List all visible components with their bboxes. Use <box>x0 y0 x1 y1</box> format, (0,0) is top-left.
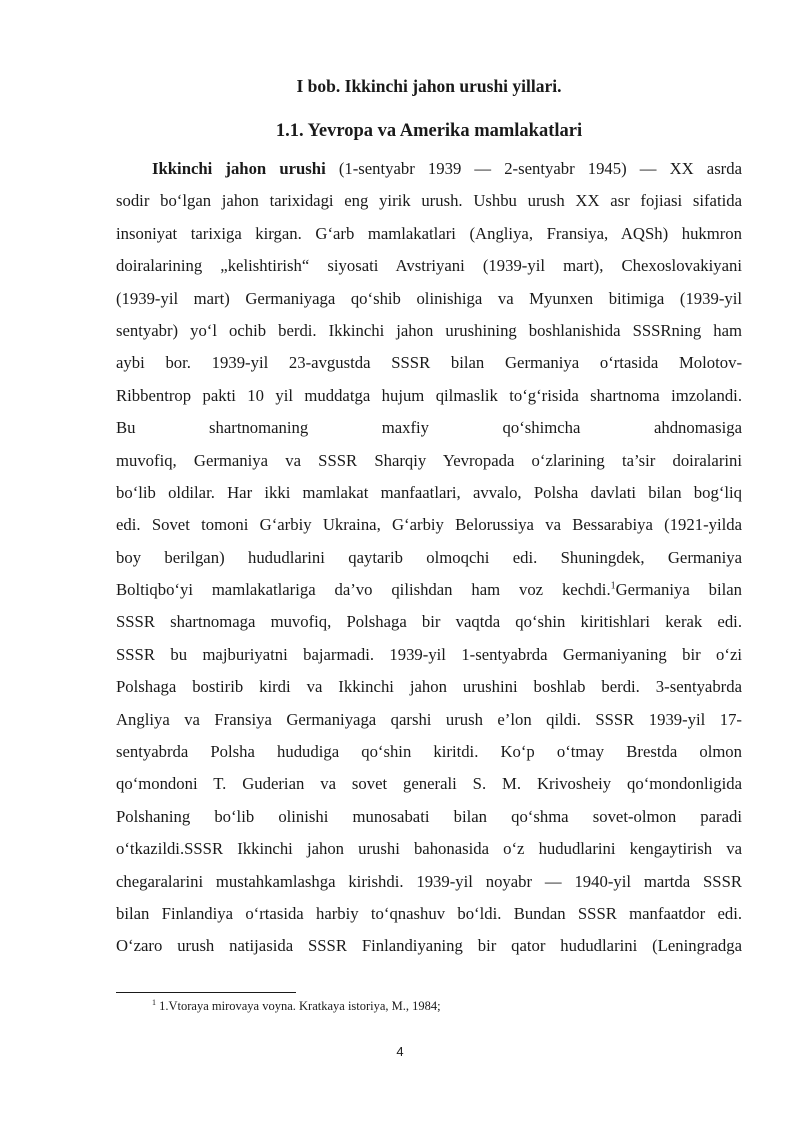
paragraph-line: Ribbentrop pakti 10 yil muddatga hujum qilmaslik to‘g‘risida shartnoma imzolandi. <box>116 385 742 405</box>
paragraph-line: o‘tkazildi.SSSR Ikkinchi jahon urushi bahonasida o‘z hududlarini kengaytirish va <box>116 839 742 859</box>
paragraph-line: chegaralarini mustahkamlashga kirishdi. 1939-yil noyabr — 1940-yil martda SSSR <box>116 871 742 891</box>
paragraph-line: Bu shartnomaning maxfiy qo‘shimcha ahdnomasiga <box>116 418 742 438</box>
page-number: 4 <box>396 1044 404 1059</box>
body-paragraph <box>116 153 742 963</box>
paragraph-line: doiralarining „kelishtirish“ siyosati Avstriyani (1939-yil mart), Chexoslovakiyani <box>116 256 742 276</box>
paragraph-line: Polshaga bostirib kirdi va Ikkinchi jahon urushini boshlab berdi. 3-sentyabrda <box>116 677 742 697</box>
footnote-text: 1.Vtoraya mirovaya voyna. Kratkaya istoriya, M., 1984; <box>156 999 441 1013</box>
paragraph-line: Polshaning bo‘lib olinishi munosabati bilan qo‘shma sovet-olmon paradi <box>116 806 742 826</box>
paragraph-text: Boltiqbo‘yi mamlakatlariga da’vo qilishdan ham voz kechdi. <box>116 580 611 600</box>
paragraph-line: muvofiq, Germaniya va SSSR Sharqiy Yevropada o‘zlarining ta’sir doiralarini <box>116 450 742 470</box>
paragraph-line: boy berilgan) hududlarini qaytarib olmoqchi edi. Shuningdek, Germaniya <box>116 547 742 567</box>
paragraph-line: edi. Sovet tomoni G‘arbiy Ukraina, G‘arbiy Belorussiya va Bessarabiya (1921-yilda <box>116 515 742 535</box>
paragraph-line: qo‘mondoni T. Guderian va sovet generali S. M. Krivosheiy qo‘mondonligida <box>116 774 742 794</box>
paragraph-line: bilan Finlandiya o‘rtasida harbiy to‘qnashuv bo‘ldi. Bundan SSSR manfaatdor edi. <box>116 903 742 923</box>
footnote <box>152 997 742 1015</box>
footnote-reference[interactable]: 1 <box>610 580 616 592</box>
lead-term: Ikkinchi jahon urushi <box>152 159 326 178</box>
section-title: 1.1. Yevropa va Amerika mamlakatlari <box>275 121 583 141</box>
paragraph-line: sodir bo‘lgan jahon tarixidagi eng yirik urush. Ushbu urush XX asr fojiasi sifatida <box>116 191 742 211</box>
paragraph-line: aybi bor. 1939-yil 23-avgustda SSSR bilan Germaniya o‘rtasida Molotov- <box>116 353 742 373</box>
paragraph-line: insoniyat tarixiga kirgan. G‘arb mamlakatlari (Angliya, Fransiya, AQSh) hukmron <box>116 223 742 243</box>
footnote-separator <box>116 992 296 993</box>
paragraph-line: (1939-yil mart) Germaniyaga qo‘shib olinishiga va Myunxen bitimiga (1939-yil <box>116 288 742 308</box>
paragraph-line: SSSR shartnomaga muvofiq, Polshaga bir vaqtda qo‘shin kiritishlari kerak edi. <box>116 612 742 632</box>
paragraph-text: (1-sentyabr 1939 — 2-sentyabr 1945) — XX asrda <box>325 159 742 178</box>
paragraph-line: sentyabrda Polsha hududiga qo‘shin kiritdi. Ko‘p o‘tmay Brestda olmon <box>116 742 742 762</box>
footnote-marker: 1 <box>152 997 156 1007</box>
paragraph-line <box>116 574 742 606</box>
paragraph-line: sentyabr) yo‘l ochib berdi. Ikkinchi jahon urushining boshlanishida SSSRning ham <box>116 320 742 340</box>
paragraph-line: SSSR bu majburiyatni bajarmadi. 1939-yil 1-sentyabrda Germaniyaning bir o‘zi <box>116 644 742 664</box>
paragraph-line: Angliya va Fransiya Germaniyaga qarshi urush e’lon qildi. SSSR 1939-yil 17- <box>116 709 742 729</box>
paragraph-line <box>116 153 742 185</box>
paragraph-line: bo‘lib oldilar. Har ikki mamlakat manfaatlari, avvalo, Polsha davlati bilan bog‘liq <box>116 482 742 502</box>
paragraph-line: O‘zaro urush natijasida SSSR Finlandiyaning bir qator hududlarini (Leningradga <box>116 936 742 956</box>
paragraph-text: Germaniya bilan <box>615 580 742 600</box>
chapter-title: I bob. Ikkinchi jahon urushi yillari. <box>296 76 562 96</box>
